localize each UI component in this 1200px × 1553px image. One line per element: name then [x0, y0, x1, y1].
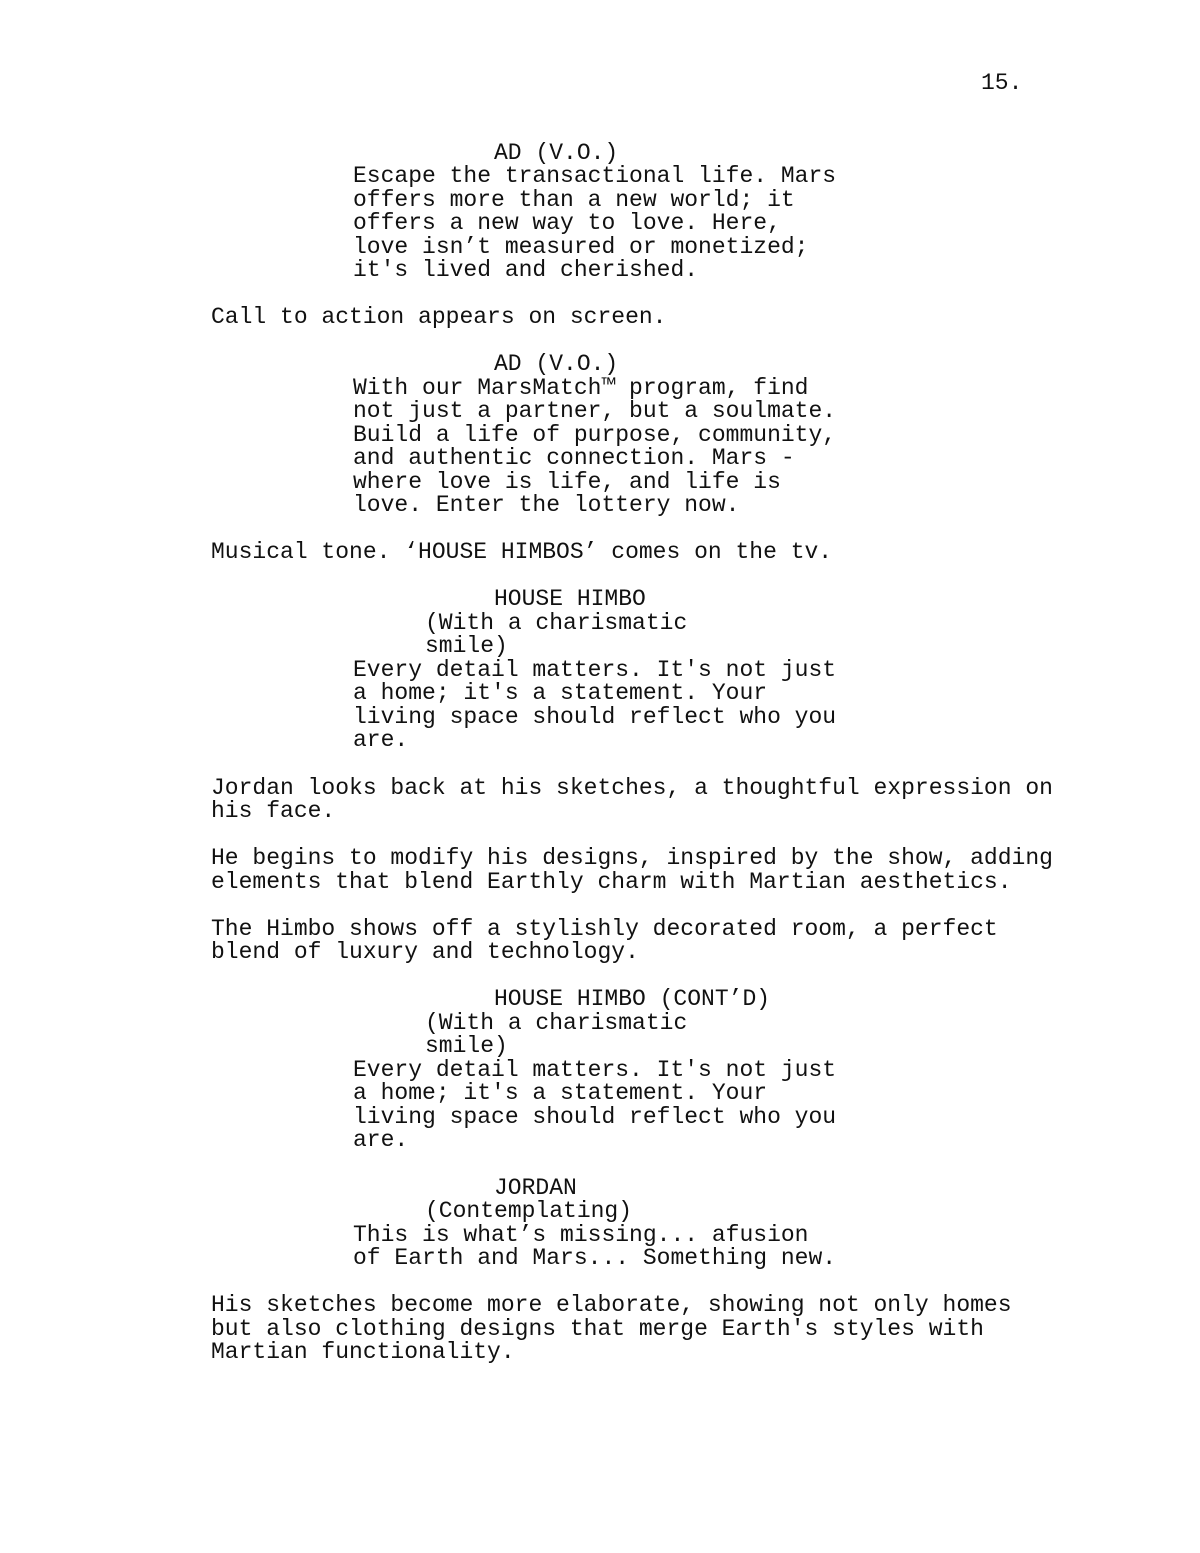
dialogue-line: a home; it's a statement. Your [353, 1080, 768, 1106]
action-line: His sketches become more elaborate, showing not only homes [211, 1292, 1012, 1318]
action-line: Jordan looks back at his sketches, a thoughtful expression on [211, 775, 1053, 801]
action-line: Call to action appears on screen. [211, 304, 667, 330]
dialogue-line: offers more than a new world; it [353, 187, 795, 213]
dialogue-line: love isn’t measured or monetized; [353, 234, 809, 260]
action-line: but also clothing designs that merge Earth's styles with [211, 1316, 984, 1342]
character-name: JORDAN [494, 1175, 577, 1201]
action-line: elements that blend Earthly charm with Martian aesthetics. [211, 869, 1012, 895]
dialogue-line: With our MarsMatch™ program, find [353, 375, 809, 401]
dialogue-line: are. [353, 1127, 409, 1153]
action-line: his face. [211, 798, 336, 824]
parenthetical-line: (Contemplating) [425, 1198, 633, 1224]
parenthetical-line: (With a charismatic [425, 1010, 688, 1036]
dialogue-line: Every detail matters. It's not just [353, 657, 837, 683]
action-line: Martian functionality. [211, 1339, 515, 1365]
dialogue-line: Build a life of purpose, community, [353, 422, 837, 448]
dialogue-line: Every detail matters. It's not just [353, 1057, 837, 1083]
dialogue-line: This is what’s missing... afusion [353, 1222, 809, 1248]
action-line: He begins to modify his designs, inspired by the show, adding [211, 845, 1053, 871]
parenthetical-line: (With a charismatic [425, 610, 688, 636]
dialogue-line: offers a new way to love. Here, [353, 210, 781, 236]
dialogue-line: love. Enter the lottery now. [353, 492, 740, 518]
dialogue-line: it's lived and cherished. [353, 257, 699, 283]
character-name: HOUSE HIMBO (CONT’D) [494, 986, 771, 1012]
dialogue-line: of Earth and Mars... Something new. [353, 1245, 837, 1271]
page-number: 15. [981, 70, 1023, 96]
action-line: blend of luxury and technology. [211, 939, 639, 965]
parenthetical-line: smile) [425, 1033, 508, 1059]
dialogue-line: where love is life, and life is [353, 469, 781, 495]
character-name: AD (V.O.) [494, 140, 619, 166]
dialogue-line: Escape the transactional life. Mars [353, 163, 837, 189]
character-name: AD (V.O.) [494, 351, 619, 377]
dialogue-line: not just a partner, but a soulmate. [353, 398, 837, 424]
action-line: Musical tone. ‘HOUSE HIMBOS’ comes on the tv. [211, 539, 833, 565]
character-name: HOUSE HIMBO [494, 586, 646, 612]
action-line: The Himbo shows off a stylishly decorated room, a perfect [211, 916, 998, 942]
dialogue-line: a home; it's a statement. Your [353, 680, 768, 706]
dialogue-line: living space should reflect who you [353, 1104, 837, 1130]
dialogue-line: and authentic connection. Mars - [353, 445, 795, 471]
parenthetical-line: smile) [425, 633, 508, 659]
dialogue-line: are. [353, 727, 409, 753]
dialogue-line: living space should reflect who you [353, 704, 837, 730]
